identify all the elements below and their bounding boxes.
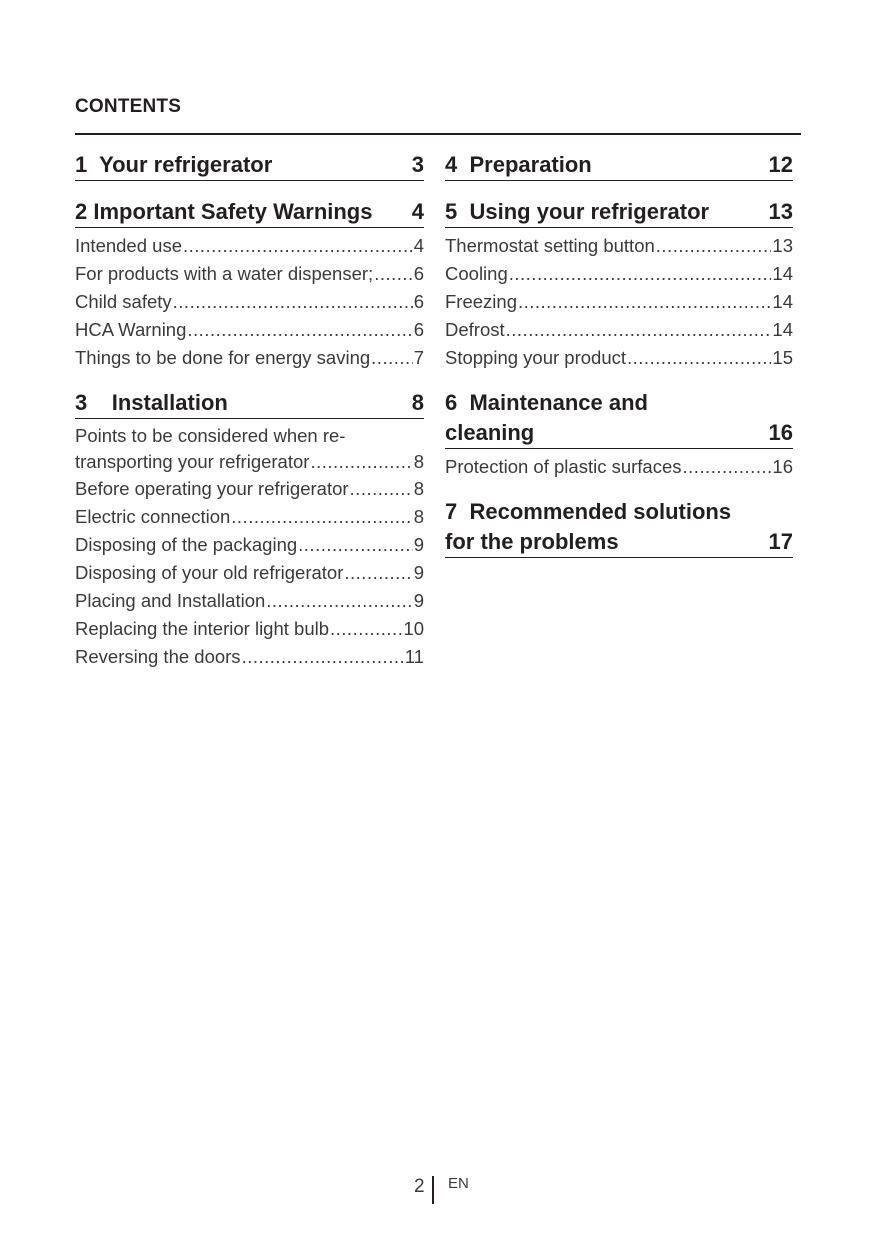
toc-section <box>445 497 793 558</box>
section-number: 1 <box>75 152 88 177</box>
footer-divider <box>432 1176 434 1204</box>
toc-right-column <box>445 150 793 574</box>
entry-page: 6 <box>413 291 424 312</box>
entry-page: 14 <box>772 291 793 312</box>
section-title-cont: cleaning <box>445 420 535 445</box>
toc-section <box>75 150 424 181</box>
dot-leader <box>683 453 772 481</box>
section-title-cont: for the problems <box>445 529 619 554</box>
dot-leader <box>330 615 402 643</box>
section-number: 4 <box>445 152 458 177</box>
section-title: Using your refrigerator <box>469 199 710 224</box>
section-page: 4 <box>411 199 424 224</box>
toc-entry[interactable] <box>75 587 424 615</box>
dot-leader <box>231 503 412 531</box>
section-heading[interactable] <box>445 388 793 449</box>
dot-leader <box>183 232 413 260</box>
section-heading[interactable] <box>75 150 424 181</box>
section-page: 12 <box>768 152 793 177</box>
page-number: 2 <box>414 1176 425 1197</box>
dot-leader <box>506 316 772 344</box>
toc-entry[interactable] <box>445 232 793 260</box>
toc-section <box>75 197 424 372</box>
entry-text: Cooling <box>445 263 508 284</box>
dot-leader <box>242 643 404 671</box>
toc-entry[interactable] <box>75 288 424 316</box>
dot-leader <box>518 288 771 316</box>
dot-leader <box>310 449 412 475</box>
entry-text: Protection of plastic surfaces <box>445 456 682 477</box>
entry-page: 15 <box>772 347 793 368</box>
section-title: Maintenance and <box>469 390 648 415</box>
toc-left-column <box>75 150 424 687</box>
section-number: 3 <box>75 390 88 415</box>
entry-text: For products with a water dispenser; <box>75 263 374 284</box>
dot-leader <box>173 288 413 316</box>
entry-page: 16 <box>772 456 793 477</box>
dot-leader <box>350 475 413 503</box>
entry-page: 8 <box>413 451 424 472</box>
entry-page: 6 <box>413 319 424 340</box>
toc-section <box>445 388 793 481</box>
section-number: 5 <box>445 199 458 224</box>
dot-leader <box>266 587 412 615</box>
entry-text: Before operating your refrigerator <box>75 478 349 499</box>
dot-leader <box>627 344 771 372</box>
entry-page: 14 <box>772 263 793 284</box>
toc-section <box>75 388 424 671</box>
section-title: Installation <box>111 390 228 415</box>
dot-leader <box>374 260 413 288</box>
entry-page: 4 <box>413 235 424 256</box>
entry-page: 10 <box>403 618 424 639</box>
entry-text: Child safety <box>75 291 172 312</box>
dot-leader <box>187 316 412 344</box>
entry-text: Disposing of the packaging <box>75 534 298 555</box>
toc-entry[interactable] <box>445 316 793 344</box>
dot-leader <box>298 531 413 559</box>
entry-page: 7 <box>413 347 424 368</box>
section-page: 13 <box>768 199 793 224</box>
entry-text: Defrost <box>445 319 505 340</box>
section-number: 7 <box>445 499 458 524</box>
entry-text-cont: transporting your refrigerator <box>75 451 310 472</box>
entry-text: Freezing <box>445 291 517 312</box>
toc-entry[interactable] <box>75 615 424 643</box>
entry-text: HCA Warning <box>75 319 187 340</box>
entry-text: Points to be considered when re- <box>75 425 346 446</box>
toc-entry[interactable] <box>75 344 424 372</box>
toc-entry[interactable] <box>75 260 424 288</box>
entry-text: Electric connection <box>75 506 231 527</box>
entry-page: 9 <box>413 534 424 555</box>
toc-entry[interactable] <box>75 423 424 475</box>
entry-text: Thermostat setting button <box>445 235 655 256</box>
toc-entry[interactable] <box>75 475 424 503</box>
entry-text: Placing and Installation <box>75 590 266 611</box>
section-heading[interactable] <box>75 197 424 228</box>
entry-text: Stopping your product <box>445 347 627 368</box>
section-page: 3 <box>411 152 424 177</box>
section-page: 17 <box>768 529 793 554</box>
toc-entry[interactable] <box>75 232 424 260</box>
entry-page: 11 <box>404 646 424 667</box>
section-heading[interactable] <box>445 197 793 228</box>
entry-page: 9 <box>413 590 424 611</box>
section-heading[interactable] <box>445 150 793 181</box>
entry-text: Disposing of your old refrigerator <box>75 562 344 583</box>
toc-entry[interactable] <box>75 531 424 559</box>
entry-page: 6 <box>413 263 424 284</box>
toc-entry[interactable] <box>445 260 793 288</box>
toc-entry[interactable] <box>75 559 424 587</box>
page-footer <box>0 1174 874 1206</box>
toc-entry[interactable] <box>75 503 424 531</box>
contents-heading: CONTENTS <box>75 96 182 117</box>
section-page: 8 <box>411 390 424 415</box>
entry-text: Intended use <box>75 235 182 256</box>
section-page: 16 <box>768 420 793 445</box>
entry-page: 8 <box>413 478 424 499</box>
entry-page: 8 <box>413 506 424 527</box>
dot-leader <box>371 344 413 372</box>
section-number: 2 <box>75 199 88 224</box>
language-code: EN <box>448 1175 469 1192</box>
section-title: Your refrigerator <box>99 152 273 177</box>
top-divider <box>75 133 801 135</box>
dot-leader <box>656 232 772 260</box>
entry-text: Replacing the interior light bulb <box>75 618 330 639</box>
entry-page: 14 <box>772 319 793 340</box>
toc-entry[interactable] <box>75 643 424 671</box>
entry-page: 13 <box>772 235 793 256</box>
entry-page: 9 <box>413 562 424 583</box>
section-title: Important Safety Warnings <box>93 199 373 224</box>
toc-entry[interactable] <box>445 453 793 481</box>
section-title: Recommended solutions <box>469 499 732 524</box>
section-heading[interactable] <box>445 497 793 558</box>
toc-entry[interactable] <box>445 288 793 316</box>
toc-entry[interactable] <box>75 316 424 344</box>
toc-section <box>445 150 793 181</box>
entry-text: Reversing the doors <box>75 646 241 667</box>
toc-section <box>445 197 793 372</box>
dot-leader <box>509 260 772 288</box>
section-number: 6 <box>445 390 458 415</box>
dot-leader <box>344 559 412 587</box>
section-title: Preparation <box>469 152 592 177</box>
entry-text: Things to be done for energy saving <box>75 347 371 368</box>
section-heading[interactable] <box>75 388 424 419</box>
toc-entry[interactable] <box>445 344 793 372</box>
